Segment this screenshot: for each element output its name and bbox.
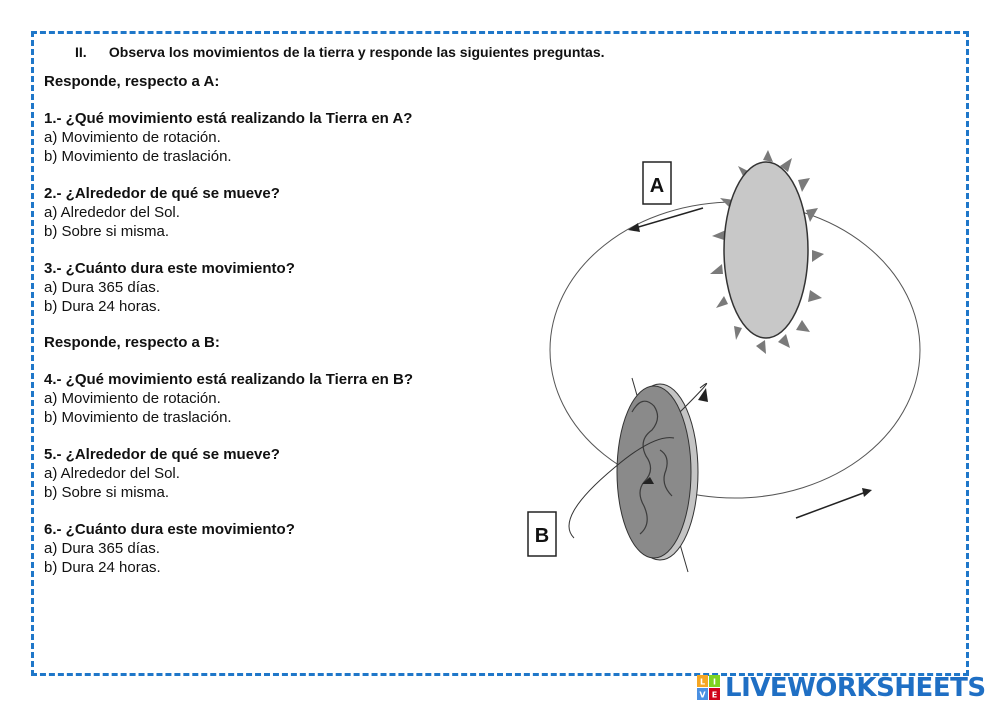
option-a[interactable]: a) Dura 365 días.: [44, 540, 160, 557]
label-b: B: [534, 525, 550, 547]
question-1: [44, 109, 514, 166]
label-b-box: [528, 512, 556, 556]
svg-text:I: I: [713, 677, 716, 687]
option-a[interactable]: a) Alrededor del Sol.: [44, 465, 180, 482]
liveworksheets-logo: [697, 673, 986, 703]
option-b[interactable]: b) Dura 24 horas.: [44, 298, 161, 315]
instruction-text: Observa los movimientos de la tierra y responde las siguientes preguntas.: [108, 44, 605, 60]
option-b[interactable]: b) Movimiento de traslación.: [44, 148, 232, 165]
orbit-arrow-left-icon: [628, 208, 703, 232]
svg-text:E: E: [711, 690, 718, 700]
section-a-title: Responde, respecto a A:: [44, 73, 220, 90]
option-a[interactable]: a) Movimiento de rotación.: [44, 129, 221, 146]
question-4: [44, 370, 514, 427]
option-a[interactable]: a) Alrededor del Sol.: [44, 204, 180, 221]
logo-badge-icon: [697, 675, 721, 701]
orbit-arrow-right-icon: [796, 488, 872, 518]
svg-text:L: L: [699, 677, 706, 687]
question-title: 6.- ¿Cuánto dura este movimiento?: [44, 521, 295, 538]
logo-text: LIVEWORKSHEETS: [725, 673, 986, 703]
questions-column: [44, 72, 514, 577]
option-b[interactable]: b) Sobre si misma.: [44, 223, 170, 240]
sun-icon: [710, 150, 824, 354]
question-title: 3.- ¿Cuánto dura este movimiento?: [44, 260, 295, 277]
question-3: [44, 259, 514, 316]
option-a[interactable]: a) Dura 365 días.: [44, 279, 160, 296]
question-6: [44, 520, 514, 577]
svg-text:V: V: [699, 690, 706, 700]
option-b[interactable]: b) Sobre si misma.: [44, 484, 170, 501]
question-title: 4.- ¿Qué movimiento está realizando la Tierra en B?: [44, 371, 413, 388]
option-b[interactable]: b) Dura 24 horas.: [44, 559, 161, 576]
label-a: A: [649, 175, 665, 197]
section-number: II.: [75, 44, 87, 60]
question-title: 2.- ¿Alrededor de qué se mueve?: [44, 185, 280, 202]
question-5: [44, 445, 514, 502]
section-b-title: Responde, respecto a B:: [44, 334, 220, 351]
question-title: 5.- ¿Alrededor de qué se mueve?: [44, 446, 280, 463]
question-2: [44, 184, 514, 241]
question-title: 1.- ¿Qué movimiento está realizando la Tierra en A?: [44, 110, 413, 127]
instruction-header: [75, 44, 605, 60]
label-a-box: [643, 162, 671, 204]
option-b[interactable]: b) Movimiento de traslación.: [44, 409, 232, 426]
earth-icon: [569, 378, 708, 572]
earth-movements-illustration: [520, 150, 960, 590]
option-a[interactable]: a) Movimiento de rotación.: [44, 390, 221, 407]
